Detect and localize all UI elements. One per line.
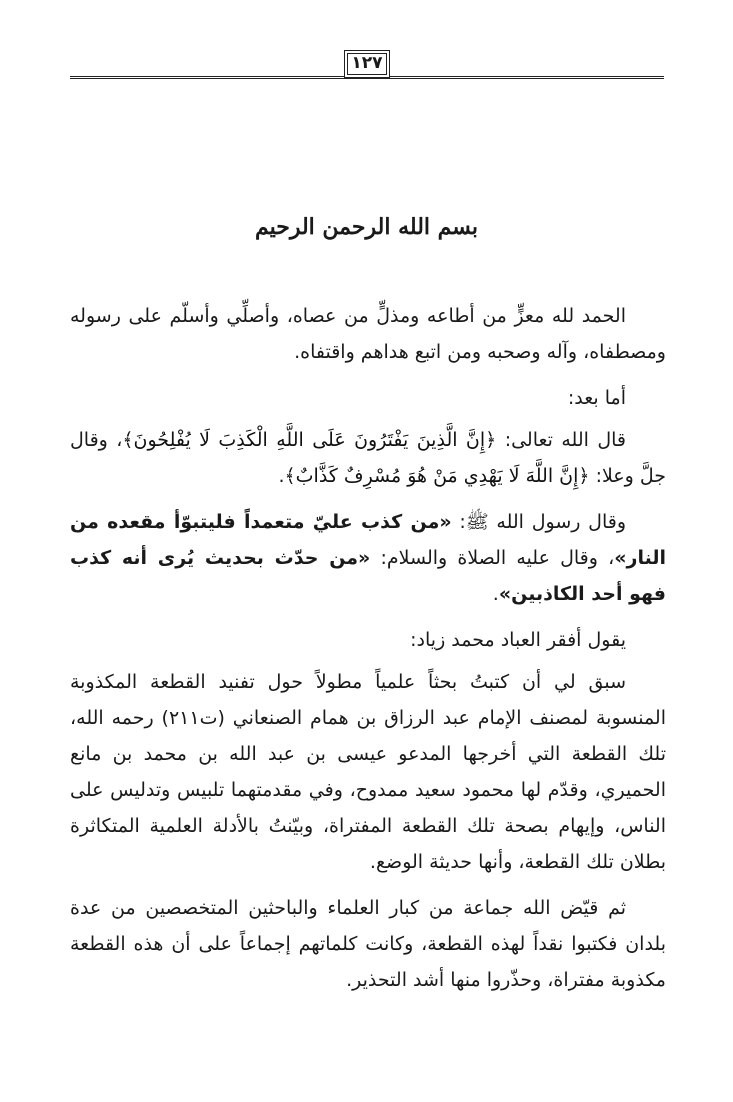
quran-intro: قال الله تعالى: [496, 429, 626, 451]
paragraph-scholars: ثم قيّض الله جماعة من كبار العلماء والباحثين المتخصصين من عدة بلدان فكتبوا نقداً لهذه القطعة، وكانت كلماتهم إجماعاً على أن هذه القطعة مكذوبة مفتراة، وحذّروا منها أشد التحذير. [70, 897, 666, 991]
hadith-end: . [492, 583, 499, 605]
paragraph-praise: الحمد لله معزٍّ من أطاعه ومذلٍّ من عصاه، وأصلِّي وأسلّم على رسوله ومصطفاه، وآله وصحبه ومن اتبع هداهم واقتفاه. [70, 305, 666, 363]
paragraph-quran [70, 422, 666, 494]
hadith-2: «من حدّث بحديث يُرى أنه كذب فهو أحد الكاذبين» [70, 547, 666, 605]
page-number: ١٢٧ [344, 50, 390, 78]
hadith-connector: ، وقال عليه الصلاة والسلام: [370, 547, 615, 569]
paragraph-author-intro: يقول أفقر العباد محمد زياد: [410, 629, 626, 651]
hadith-1: «من كذب عليّ متعمداً فليتبوّأ مقعده من النار» [70, 511, 666, 569]
quran-verse-2: ﴿إِنَّ اللَّهَ لَا يَهْدِي مَنْ هُوَ مُسْرِفٌ كَذَّابٌ﴾ [284, 465, 590, 487]
paragraph-research: سبق لي أن كتبتُ بحثاً علمياً مطولاً حول تفنيد القطعة المكذوبة المنسوبة لمصنف الإمام عبد الرزاق بن همام الصنعاني (ت٢١١) رحمه الله، تلك القطعة التي أخرجها المدعو عيسى بن عبد الله بن محمد بن مانع الحميري، وقدّم لها محمود سعيد ممدوح، وفي مقدمتهما تلبيس وتدليس على الناس، وإيهام بصحة تلك القطعة المفتراة، وبيّنتُ بالأدلة العلمية المتكاثرة بطلان تلك القطعة، وأنها حديثة الوضع. [70, 671, 666, 873]
hadith-intro: وقال رسول الله ﷺ: [451, 511, 626, 533]
quran-verse-1: ﴿إِنَّ الَّذِينَ يَفْتَرُونَ عَلَى اللَّهِ الْكَذِبَ لَا يُفْلِحُونَ﴾ [122, 429, 497, 451]
paragraph-hadith [70, 504, 666, 612]
basmala-title: بسم الله الرحمن الرحيم [254, 214, 479, 240]
quran-end: . [278, 465, 285, 487]
paragraph-amma-bad: أما بعد: [567, 387, 626, 409]
page-header [70, 46, 664, 86]
quran-connector: ، وقال جلَّ وعلا: [70, 429, 666, 487]
main-text [70, 298, 666, 1008]
